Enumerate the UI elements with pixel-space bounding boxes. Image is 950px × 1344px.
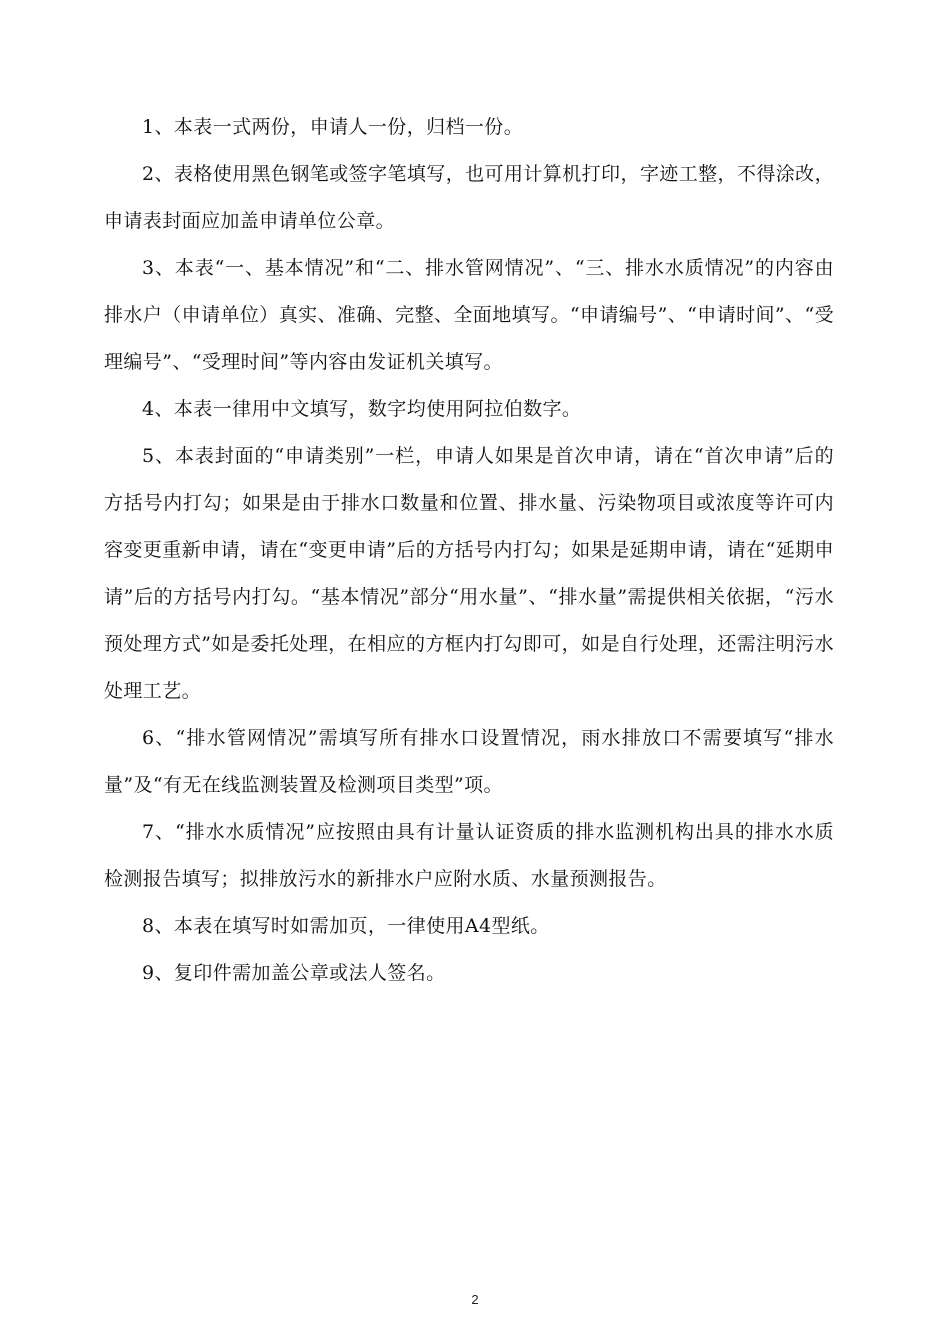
page-number: 2 xyxy=(471,1292,479,1307)
instruction-2: 2、表格使用黑色钢笔或签字笔填写，也可用计算机打印，字迹工整，不得涂改，申请表封面应加盖申请单位公章。 xyxy=(104,163,834,232)
instruction-8: 8、本表在填写时如需加页，一律使用A4型纸。 xyxy=(142,915,550,937)
instruction-1: 1、本表一式两份，申请人一份，归档一份。 xyxy=(142,116,524,138)
instructions-list xyxy=(104,104,834,997)
instruction-5: 5、本表封面的“申请类别”一栏，申请人如果是首次申请，请在“首次申请”后的方括号内打勾；如果是由于排水口数量和位置、排水量、污染物项目或浓度等许可内容变更重新申请，请在“变更申请”后的方括号内打勾；如果是延期申请，请在“延期申请”后的方括号内打勾。“基本情况”部分“用水量”、“排水量”需提供相关依据，“污水预处理方式”如是委托处理，在相应的方框内打勾即可，如是自行处理，还需注明污水处理工艺。 xyxy=(104,445,834,702)
instruction-9: 9、复印件需加盖公章或法人签名。 xyxy=(142,962,446,984)
instruction-4: 4、本表一律用中文填写，数字均使用阿拉伯数字。 xyxy=(142,398,582,420)
instruction-6: 6、“排水管网情况”需填写所有排水口设置情况，雨水排放口不需要填写“排水量”及“有无在线监测装置及检测项目类型”项。 xyxy=(104,727,834,796)
instruction-7: 7、“排水水质情况”应按照由具有计量认证资质的排水监测机构出具的排水水质检测报告填写；拟排放污水的新排水户应附水质、水量预测报告。 xyxy=(104,821,834,890)
instruction-3: 3、本表“一、基本情况”和“二、排水管网情况”、“三、排水水质情况”的内容由排水户（申请单位）真实、准确、完整、全面地填写。“申请编号”、“申请时间”、“受理编号”、“受理时间”等内容由发证机关填写。 xyxy=(104,257,834,373)
